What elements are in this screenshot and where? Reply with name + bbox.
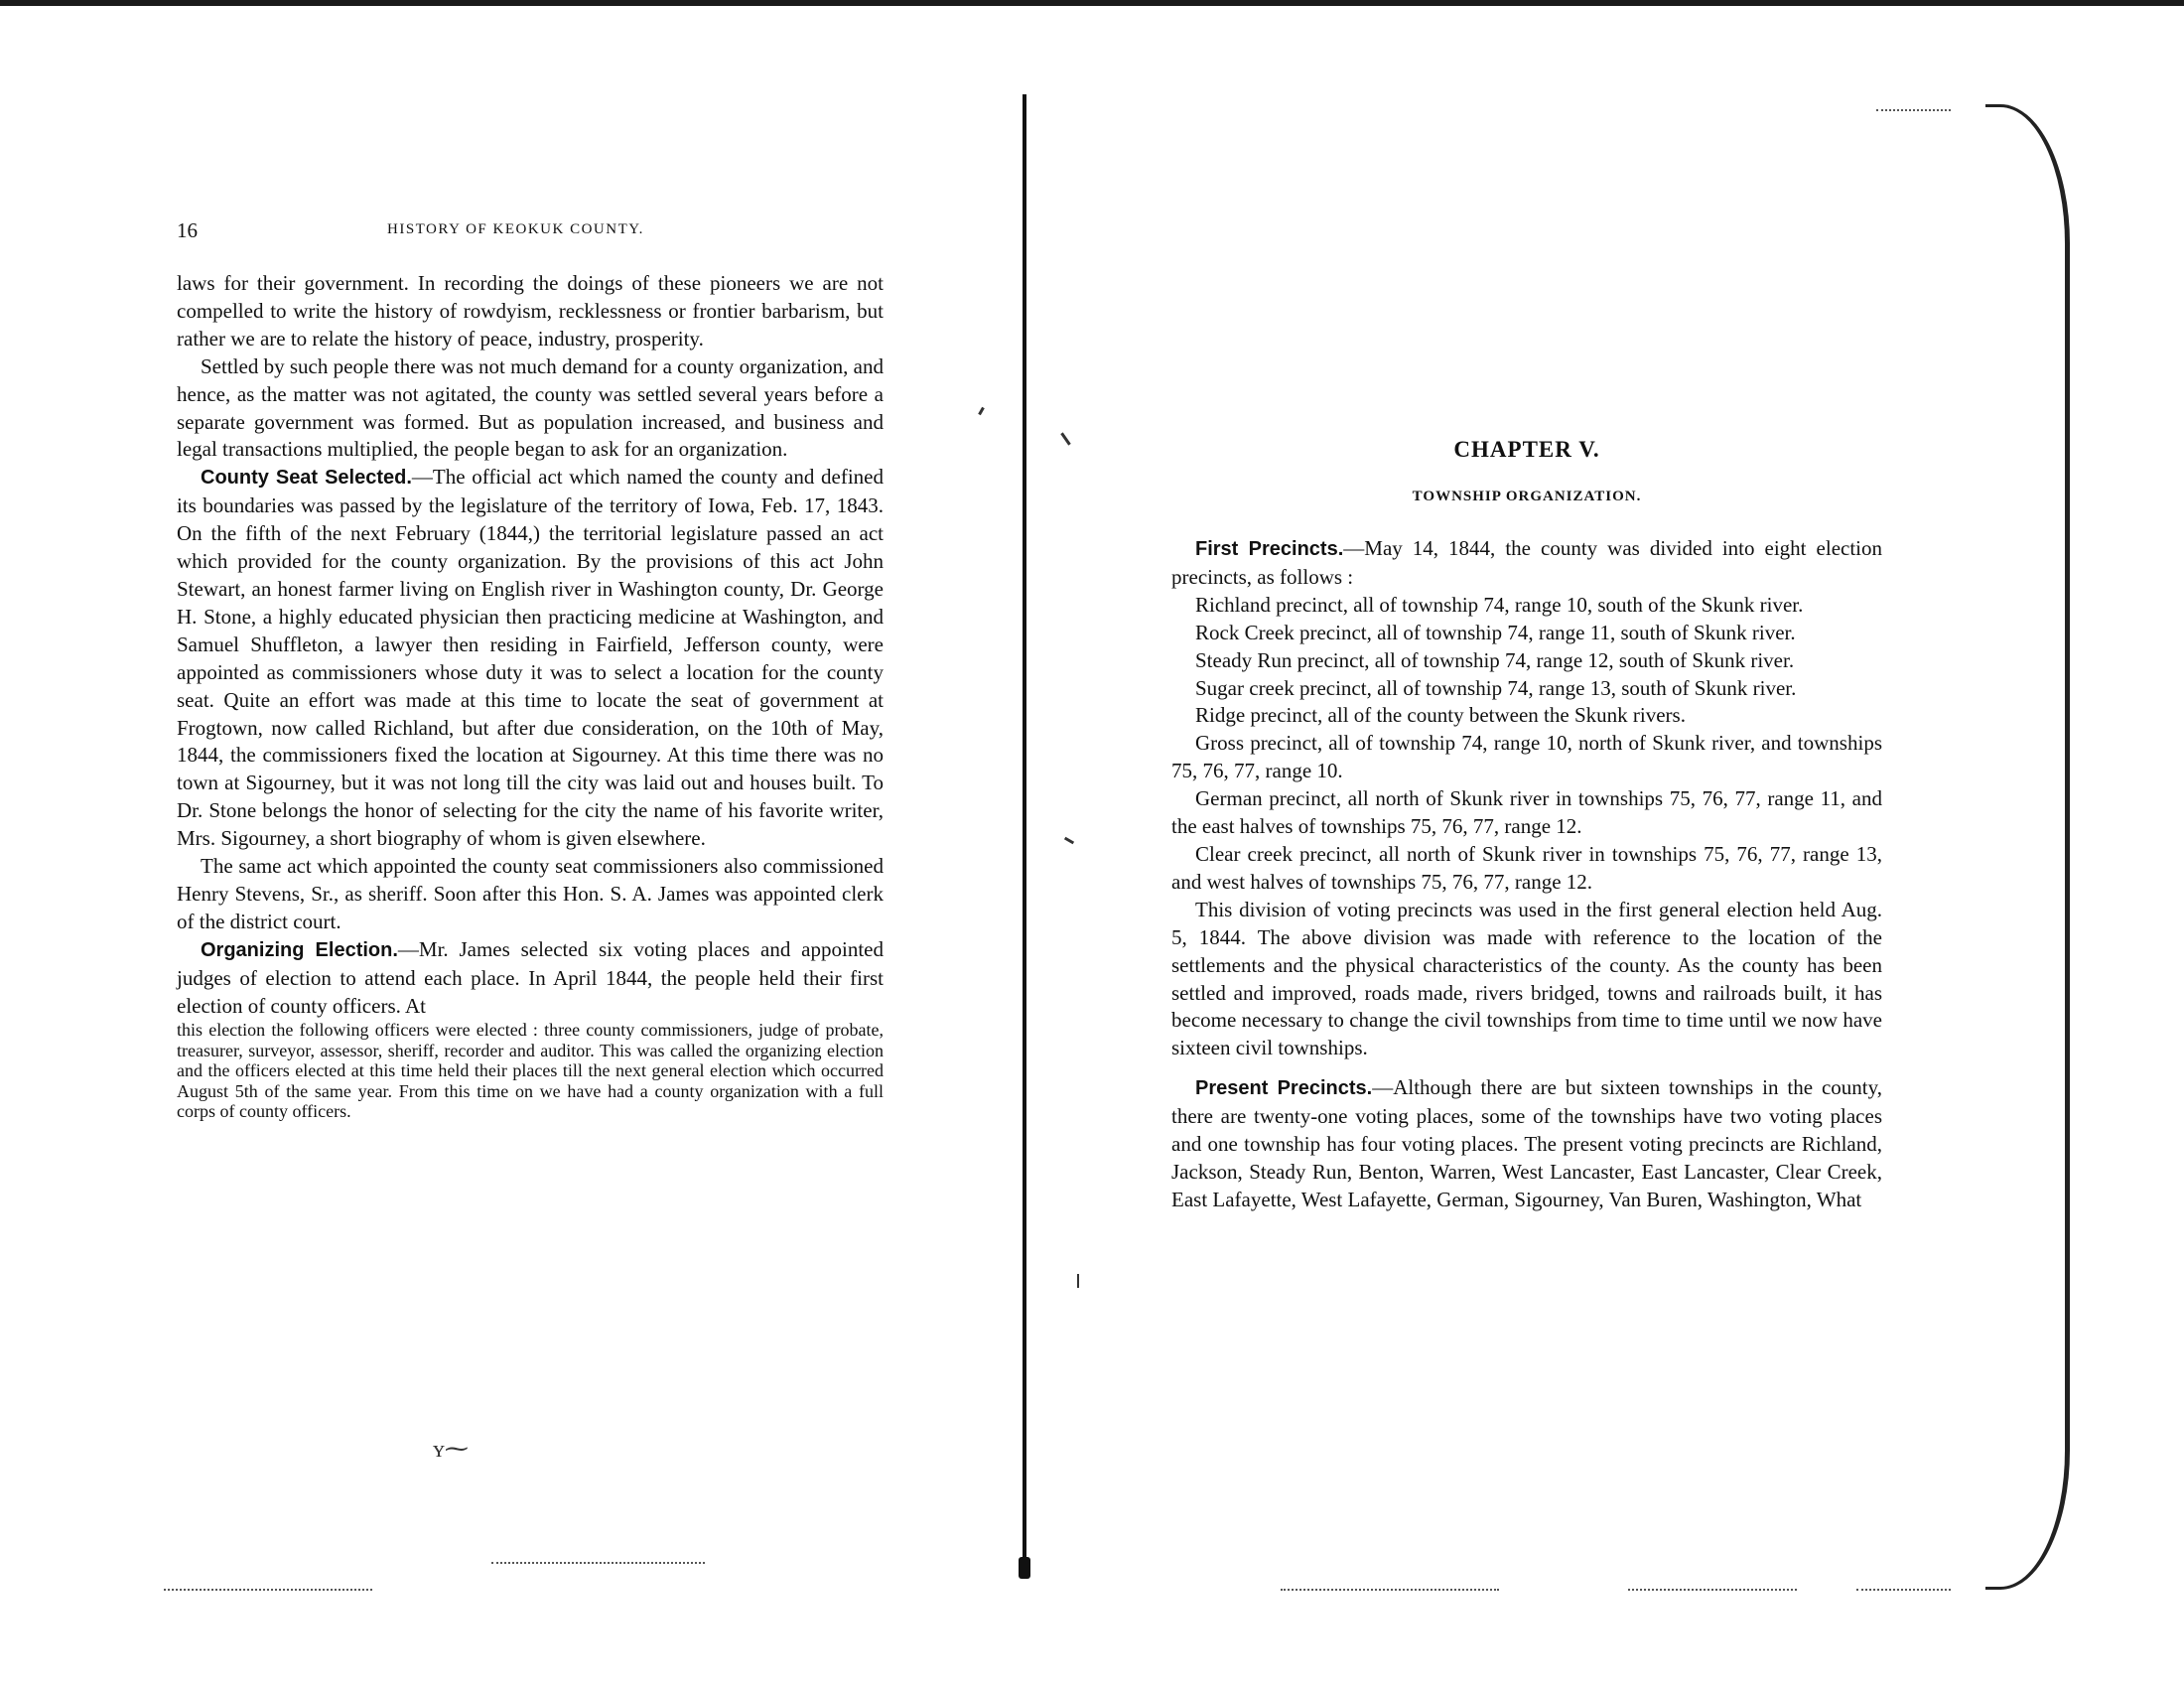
page-edge-curl: [1985, 104, 2070, 1590]
page-number: 16: [177, 218, 198, 242]
right-page-body: [1171, 535, 1882, 1214]
scan-dash: [1628, 1589, 1797, 1592]
paragraph-text: laws for their government. In recording the doings of these pioneers we are not compelled to write the history of rowdyism, recklessness or frontier barbarism, but rather we are to relate the history of peace, industry, prosperity.: [177, 271, 884, 351]
paragraph-text: —Although there are but sixteen townships in the county, there are twenty-one voting places, some of the townships have two voting places and one township has four voting places. The present voting precincts are Richland, Jackson, Steady Run, Benton, Warren, West Lancaster, East Lancaster, Clear Creek, East Lafayette, West Lafayette, German, Sigourney, Van Buren, Washington, What: [1171, 1075, 1883, 1211]
paragraph: [1171, 675, 1882, 703]
chapter-title: CHAPTER V.: [1453, 437, 1600, 462]
gutter-binding-mark: [1019, 1557, 1030, 1579]
paragraph: [1171, 535, 1882, 592]
paragraph: [1171, 1074, 1882, 1214]
paragraph-text: Sugar creek precinct, all of township 74, range 13, south of Skunk river.: [1195, 675, 1797, 700]
paragraph-text: This division of voting precincts was used in the first general election held Aug. 5, 1844. The above division was made with reference to the location of the settlements and the physical characteristics of the county. As the county has been settled and improved, roads made, rivers bridged, towns and railroads built, it has become necessary to change the civil townships from time to time until we now have sixteen civil townships.: [1171, 897, 1882, 1060]
scan-dash: [491, 1562, 705, 1565]
left-page-header: [177, 218, 884, 250]
paragraph: [1171, 785, 1882, 841]
left-page-body: [177, 270, 884, 1122]
paragraph-text: Steady Run precinct, all of township 74, range 12, south of Skunk river.: [1195, 647, 1795, 672]
scan-top-edge: [0, 0, 2184, 6]
left-page: [177, 218, 884, 1122]
scan-speck: [978, 407, 985, 415]
paragraph: [177, 936, 884, 1021]
paragraph: [177, 464, 884, 853]
paragraph: [1171, 592, 1882, 620]
paragraph: [177, 270, 884, 353]
run-in-heading: Organizing Election.: [201, 938, 398, 961]
paragraph: [177, 353, 884, 465]
paragraph-text: Ridge precinct, all of the county between the Skunk rivers.: [1195, 703, 1686, 728]
scan-speck: [1064, 837, 1074, 845]
run-in-heading: County Seat Selected.: [201, 467, 412, 490]
scan-speck: [1060, 432, 1070, 445]
right-page: [1171, 427, 1882, 1214]
paragraph-text: —Mr. James selected six voting places and appointed judges of election to attend each place. In April 1844, the people held their first election of county officers. At: [177, 936, 884, 1018]
running-head: HISTORY OF KEOKUK COUNTY.: [387, 221, 644, 237]
scan-dash: [1856, 1589, 1951, 1592]
paragraph-text: Settled by such people there was not much demand for a county organization, and hence, as the matter was not agitated, the county was settled several years before a separate government was formed. But as population increased, and business and legal transactions multiplied, the people began to ask for an organization.: [177, 353, 884, 462]
paragraph-text: this election the following officers were elected : three county commissioners, judge of probate, treasurer, surveyor, assessor, sheriff, recorder and auditor. This was called the organizing election and the officers elected at this time held their places till the next general election which occurred August 5th of the same year. From this time on we have had a county organization with a full corps of county officers.: [177, 1020, 884, 1122]
paragraph: [1171, 647, 1882, 675]
paragraph: [1171, 730, 1882, 785]
paragraph-text: —May 14, 1844, the county was divided into eight election precincts, as follows :: [1171, 536, 1882, 589]
section-title: TOWNSHIP ORGANIZATION.: [1412, 489, 1642, 504]
scan-speck: [1077, 1274, 1079, 1288]
paragraph-small-type: [177, 1020, 884, 1122]
paragraph-text: Rock Creek precinct, all of township 74, range 11, south of Skunk river.: [1195, 620, 1796, 644]
paragraph: [1171, 702, 1882, 730]
paragraph: [1171, 897, 1882, 1062]
run-in-heading: Present Precincts.: [1195, 1077, 1373, 1100]
scan-dash: [164, 1589, 372, 1592]
paragraph-text: The same act which appointed the county seat commissioners also commissioned Henry Stevens, Sr., as sheriff. Soon after this Hon. S. A. James was appointed clerk of the district court.: [177, 854, 884, 933]
scan-dash: [1876, 109, 1951, 112]
gutter-shadow: [1023, 94, 1026, 1574]
paragraph: [1171, 841, 1882, 897]
paragraph: [1171, 620, 1882, 647]
scan-dash: [1281, 1589, 1499, 1592]
stray-mark: ʏ⁓: [433, 1437, 469, 1463]
paragraph: [177, 853, 884, 936]
run-in-heading: First Precincts.: [1195, 538, 1344, 560]
paragraph-text: —The official act which named the county and defined its boundaries was passed by the legislature of the territory of Iowa, Feb. 17, 1843. On the fifth of the next February (1844,) the territorial legislature passed an act which provided for the county organization. By the provisions of this act John Stewart, an honest farmer living on English river in Washington county, Dr. George H. Stone, a highly educated physician then practicing medicine at Washington, and Samuel Shuffleton, a lawyer then residing in Fairfield, Jefferson county, were appointed as commissioners whose duty it was to select a location for the county seat. Quite an effort was made at this time to locate the seat of government at Frogtown, now called Richland, but after due consideration, on the 10th of May, 1844, the commissioners fixed the location at Sigourney. At this time there was no town at Sigourney, but it was not long till the city was laid out and houses built. To Dr. Stone belongs the honor of selecting for the city the name of his favorite writer, Mrs. Sigourney, a short biography of whom is given elsewhere.: [177, 465, 884, 851]
paragraph-text: German precinct, all north of Skunk river in townships 75, 76, 77, range 11, and the east halves of townships 75, 76, 77, range 12.: [1171, 786, 1882, 839]
paragraph-text: Gross precinct, all of township 74, range 10, north of Skunk river, and townships 75, 76, 77, range 10.: [1171, 731, 1882, 783]
paragraph-text: Clear creek precinct, all north of Skunk river in townships 75, 76, 77, range 13, and west halves of townships 75, 76, 77, range 12.: [1171, 841, 1882, 894]
paragraph-text: Richland precinct, all of township 74, range 10, south of the Skunk river.: [1195, 592, 1804, 617]
